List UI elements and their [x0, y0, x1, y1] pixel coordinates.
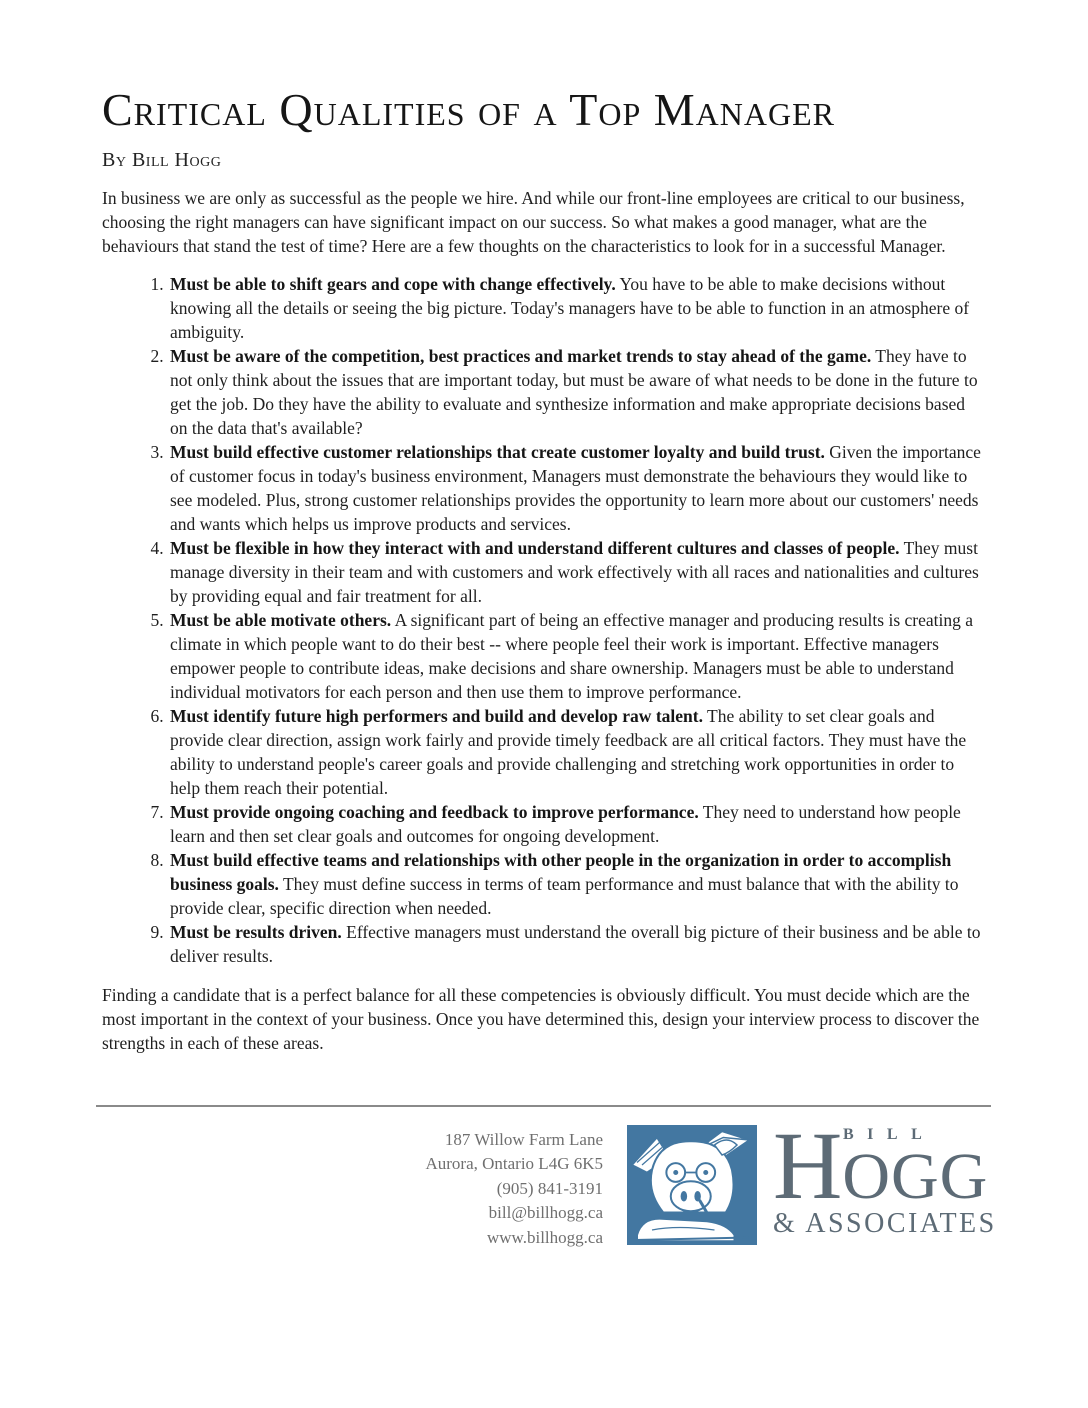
contact-block	[425, 1125, 603, 1251]
quality-item	[168, 800, 985, 848]
quality-item	[168, 920, 985, 968]
quality-item	[168, 848, 985, 920]
quality-item-body: They need to understand how people learn and then set clear goals and outcomes for ongoing development.	[170, 801, 961, 846]
quality-item	[168, 272, 985, 344]
quality-item-lead: Must be aware of the competition, best practices and market trends to stay ahead of the game.	[170, 345, 872, 366]
contact-line: 187 Willow Farm Lane	[444, 1129, 603, 1149]
quality-item	[168, 704, 985, 800]
quality-item-lead: Must build effective customer relationships that create customer loyalty and build trust.	[170, 441, 825, 462]
contact-line: (905) 841-3191	[496, 1178, 603, 1198]
quality-item	[168, 608, 985, 704]
company-logo	[627, 1111, 997, 1245]
brand-hogg-rest: OGG	[842, 1139, 989, 1213]
quality-item-lead: Must identify future high performers and build and develop raw talent.	[170, 705, 703, 726]
byline: By Bill Hogg	[102, 148, 222, 171]
quality-item-lead: Must provide ongoing coaching and feedback to improve performance.	[170, 801, 699, 822]
page-title: Critical Qualities of a Top Manager	[102, 84, 835, 135]
quality-item-lead: Must be results driven.	[170, 921, 342, 942]
quality-item-body: They have to not only think about the issues that are important today, but must be aware of what needs to be done in the future to get the job. Do they have the ability to evaluate and synthesize information and make appropriate decisions based on the data that's available?	[170, 345, 978, 438]
quality-item	[168, 440, 985, 536]
contact-line: Aurora, Ontario L4G 6K5	[425, 1154, 603, 1174]
intro-paragraph: In business we are only as successful as the people we hire. And while our front-line employees are critical to our business, choosing the right managers can have significant impact on our success. So what makes a good manager, what are the behaviours that stand the test of time? Here are a few thoughts on the characteristics to look for in a successful Manager.	[102, 187, 965, 256]
contact-line: www.billhogg.ca	[487, 1227, 603, 1247]
quality-item-lead: Must be able motivate others.	[170, 609, 392, 630]
brand-wordmark	[773, 1111, 997, 1240]
quality-item-body: A significant part of being an effective manager and producing results is creating a climate in which people want to do their best -- where people feel their work is important. Effective managers empower people to contribute ideas, make decisions and share ownership. Managers must be able to understand individual motivators for each person and then use them to improve performance.	[170, 609, 973, 702]
closing-paragraph: Finding a candidate that is a perfect balance for all these competencies is obviously difficult. You must decide which are the most important in the context of your business. Once you have determined this, design your interview process to discover the strengths in each of these areas.	[102, 984, 980, 1053]
quality-item-lead: Must be flexible in how they interact with and understand different cultures and classes of people.	[170, 537, 900, 558]
quality-item-lead: Must be able to shift gears and cope with change effectively.	[170, 273, 616, 294]
quality-item-body: The ability to set clear goals and provide clear direction, assign work fairly and provide timely feedback are all critical factors. They must have the ability to understand people's career goals and provide challenging and stretching work opportunities in order to help them reach their potential.	[170, 705, 967, 798]
quality-item-body: Effective managers must understand the overall big picture of their business and be able to deliver results.	[170, 921, 981, 966]
quality-item-body: They must manage diversity in their team and with customers and work effectively with all races and nationalities and cultures by providing equal and fair treatment for all.	[170, 537, 979, 606]
footer	[102, 1111, 997, 1251]
brand-bill-text: BILL	[843, 1125, 936, 1143]
quality-item	[168, 536, 985, 608]
qualities-list	[102, 272, 985, 968]
quality-item-body: You have to be able to make decisions without knowing all the details or seeing the big picture. Today's managers have to be able to function in an atmosphere of ambiguity.	[170, 273, 970, 342]
pig-sketch-icon	[627, 1125, 757, 1245]
footer-divider	[96, 1105, 991, 1107]
contact-line: bill@billhogg.ca	[488, 1203, 603, 1223]
quality-item-lead: Must build effective teams and relationships with other people in the organization in order to accomplish business goals.	[170, 849, 952, 894]
quality-item-body: Given the importance of customer focus in today's business environment, Managers must demonstrate the behaviours they would like to see modeled. Plus, strong customer relationships provides the opportunity to learn more about our customers' needs and wants which helps us improve products and services.	[170, 441, 981, 534]
quality-item	[168, 344, 985, 440]
brand-associates-text: & ASSOCIATES	[773, 1207, 997, 1239]
quality-item-body: They must define success in terms of team performance and must balance that with the ability to provide clear, specific direction when needed.	[170, 873, 959, 918]
brand-hogg-initial: H	[773, 1111, 843, 1219]
